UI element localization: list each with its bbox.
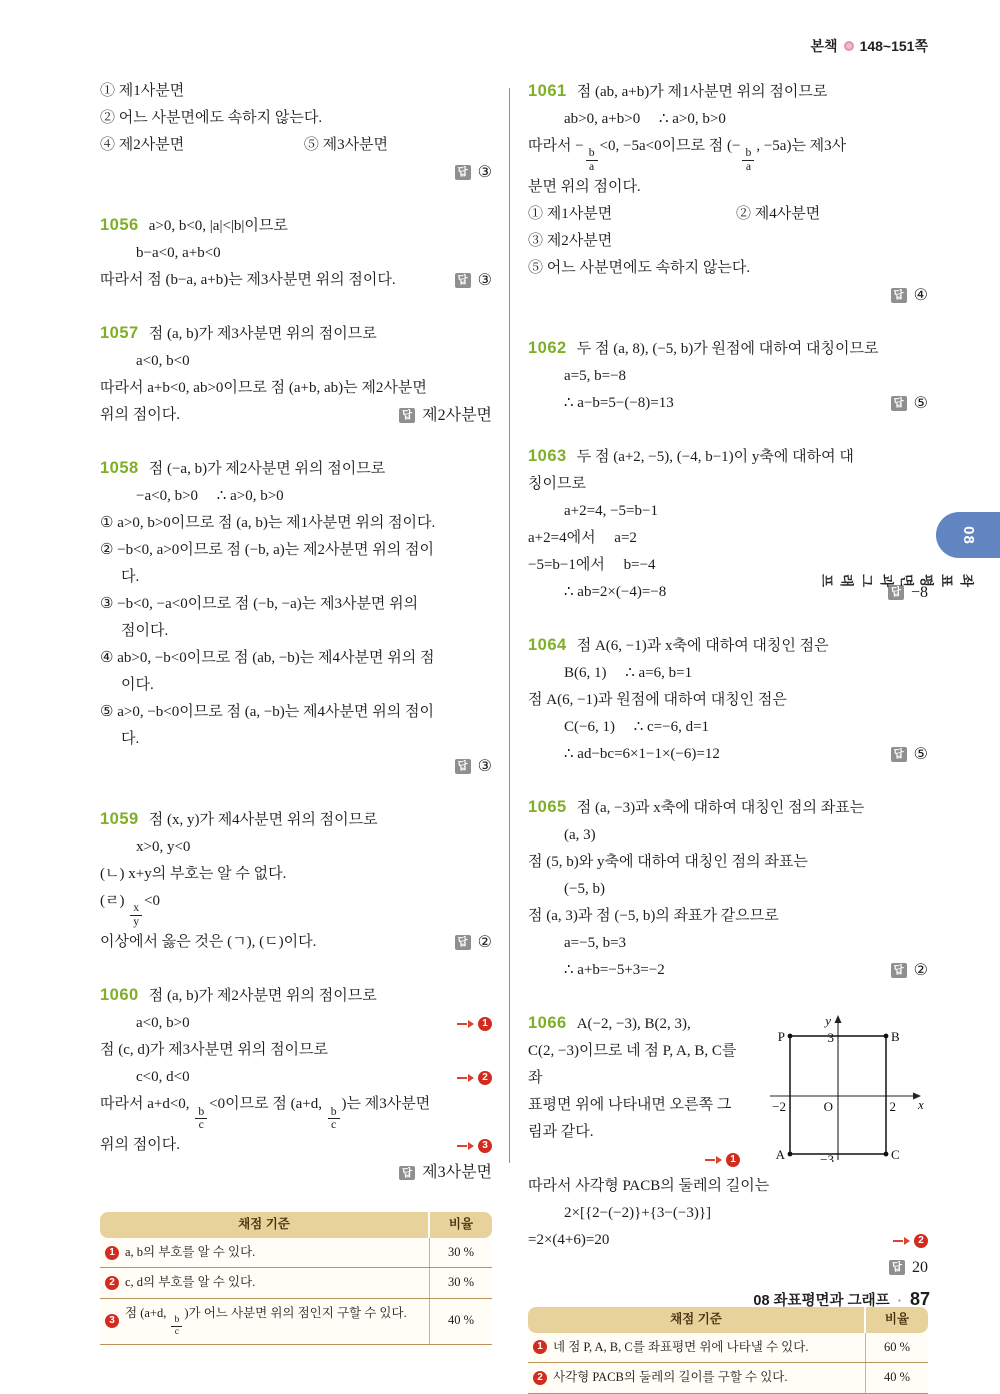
answer-badge: 답 xyxy=(891,396,907,411)
tick-minus3: −3 xyxy=(820,1152,834,1163)
solution-text: C(−6, 1) ∴ c=−6, d=1 xyxy=(564,719,710,736)
solution-text: 따라서 사각형 PACB의 둘레의 길이는 xyxy=(528,1178,770,1195)
solution-line xyxy=(528,471,928,498)
solution-block-1062 xyxy=(528,335,928,417)
criteria-header: 채점 기준 xyxy=(100,1212,430,1238)
line-text xyxy=(564,579,666,606)
solution-line xyxy=(100,1159,492,1186)
solution-line xyxy=(528,282,928,309)
arrowhead-icon xyxy=(468,1074,474,1082)
solution-text: C(2, −3)이므로 네 점 P, A, B, C를 좌 xyxy=(528,1043,737,1087)
line-text xyxy=(100,929,316,956)
dashed-arrow-icon xyxy=(457,1145,467,1147)
criteria-header: 채점 기준 xyxy=(528,1307,866,1333)
solution-block-continued xyxy=(100,78,492,186)
header-page-range: 148~151쪽 xyxy=(859,38,928,54)
line-text xyxy=(564,741,720,768)
solution-text: ② −b<0, a>0이므로 점 (−b, a)는 제2사분면 위의 점이 xyxy=(100,542,434,558)
table-header xyxy=(528,1307,928,1333)
step-number-circle: 2 xyxy=(105,1276,119,1290)
solution-text: =2×(4+6)=20 xyxy=(528,1232,610,1249)
chapter-number-tab xyxy=(936,512,1000,558)
ratio-value: 60 % xyxy=(883,1339,911,1354)
solution-text: ∴ a−b=5−(−8)=13 xyxy=(564,395,674,412)
solution-text: a=5, b=−8 xyxy=(564,368,627,385)
problem-number: 1059 xyxy=(100,810,139,828)
solution-text: ⑤ 어느 사분면에도 속하지 않는다. xyxy=(528,260,751,277)
problem-number: 1064 xyxy=(528,636,567,655)
solution-text: 이상에서 옳은 것은 (ㄱ), (ㄷ)이다. xyxy=(100,934,317,951)
solution-line xyxy=(528,1254,928,1281)
solution-line xyxy=(100,645,492,672)
line-text xyxy=(564,957,665,984)
solution-line xyxy=(528,822,928,849)
solution-line xyxy=(528,794,928,822)
solution-line xyxy=(528,876,928,903)
solution-text: (ㄹ) $\frac{x}{y}$ <0 xyxy=(100,893,161,929)
ratio-header: 비율 xyxy=(448,1217,474,1232)
solution-text: 점 (a, −3)과 x축에 대하여 대칭인 점의 좌표는 xyxy=(576,800,865,817)
fraction: $\frac{b}{c}$ xyxy=(171,1315,182,1337)
answer xyxy=(455,159,493,186)
grading-criteria-table xyxy=(528,1307,928,1394)
criteria-text: 네 점 P, A, B, C를 좌표평면 위에 나타낼 수 있다. xyxy=(553,1339,809,1354)
ratio-value: 30 % xyxy=(447,1244,475,1259)
solution-line xyxy=(528,714,928,741)
solution-line xyxy=(100,159,492,186)
solution-text: 두 점 (a, 8), (−5, b)가 원점에 대하여 대칭이므로 xyxy=(576,341,879,358)
solution-text: ① 제1사분면 xyxy=(100,83,185,99)
step-number-circle: 1 xyxy=(726,1153,740,1167)
answer-value: ⑤ xyxy=(913,746,928,764)
point-C xyxy=(884,1152,889,1157)
solution-line xyxy=(100,402,492,429)
solution-block-1065 xyxy=(528,794,928,984)
line-text xyxy=(528,1227,609,1254)
solution-text: (−5, b) xyxy=(564,881,605,898)
answer-value: 제3사분면 xyxy=(422,1164,492,1182)
solution-line xyxy=(528,632,928,660)
solution-line xyxy=(100,132,492,159)
answer-badge: 답 xyxy=(891,963,907,978)
solution-text: 점 (a, 3)과 점 (−5, b)의 좌표가 같으므로 xyxy=(528,908,779,925)
solution-block-1059 xyxy=(100,806,492,956)
ratio-value: 40 % xyxy=(883,1370,911,1385)
answer xyxy=(455,753,493,780)
solution-text: ∴ ad−bc=6×1−1×(−6)=12 xyxy=(564,746,720,763)
tick-minus2: −2 xyxy=(772,1099,786,1115)
solution-line xyxy=(100,240,492,267)
table-row xyxy=(100,1299,492,1345)
problem-number: 1056 xyxy=(100,216,139,234)
solution-line xyxy=(100,726,492,753)
solution-text: 다. xyxy=(121,569,140,585)
step-mark-1 xyxy=(705,1153,740,1167)
solution-line xyxy=(100,699,492,726)
problem-number: 1060 xyxy=(100,986,139,1005)
solution-text: 위의 점이다. xyxy=(100,1137,180,1154)
solution-text: 점 (ab, a+b)가 제1사분면 위의 점이므로 xyxy=(576,84,828,100)
answer-badge: 답 xyxy=(891,288,907,303)
solution-text: 점 (x, y)가 제4사분면 위의 점이므로 xyxy=(148,812,378,828)
solution-line xyxy=(100,1091,492,1132)
solution-text: 점 (c, d)가 제3사분면 위의 점이므로 xyxy=(100,1042,329,1059)
answer xyxy=(891,957,929,984)
answer-value: ④ xyxy=(913,287,928,305)
solution-line xyxy=(528,106,928,133)
chapter-number: 08 xyxy=(959,525,977,545)
criteria-text: 사각형 PACB의 둘레의 길이를 구할 수 있다. xyxy=(553,1370,788,1385)
step-number-circle: 1 xyxy=(478,1017,492,1031)
solution-text: 점 (a, b)가 제2사분면 위의 점이므로 xyxy=(148,988,377,1005)
answer xyxy=(455,929,493,956)
solution-line xyxy=(528,255,928,282)
solution-text: a<0, b<0 xyxy=(136,353,190,369)
answer xyxy=(455,267,493,294)
solution-block-1056 xyxy=(100,212,492,294)
fraction: $\frac{b}{c}$ xyxy=(195,1106,207,1133)
column-divider xyxy=(509,88,510,1163)
solution-block-1066 xyxy=(528,1010,928,1281)
answer-value: 제2사분면 xyxy=(422,407,492,424)
solution-text: 이다. xyxy=(121,677,154,693)
criteria-text: c, d의 부호를 알 수 있다. xyxy=(125,1275,256,1290)
solution-text: 따라서 점 (b−a, a+b)는 제3사분면 위의 점이다. xyxy=(100,272,396,288)
answer-value: ③ xyxy=(477,164,492,181)
table-header xyxy=(100,1212,492,1238)
answer-value: ② xyxy=(913,962,928,980)
solution-text: 점 A(6, −1)과 원점에 대하여 대칭인 점은 xyxy=(528,692,787,709)
solution-text: ∴ ab=2×(−4)=−8 xyxy=(564,584,667,601)
solution-line xyxy=(100,564,492,591)
solution-text: a>0, b<0, |a|<|b|이므로 xyxy=(148,218,288,234)
solution-text: 점 (−a, b)가 제2사분면 위의 점이므로 xyxy=(148,461,386,477)
solution-text: ab>0, a+b>0 ∴ a>0, b>0 xyxy=(564,111,726,127)
answer-value: ② xyxy=(477,934,492,952)
solution-line xyxy=(528,687,928,714)
solution-line xyxy=(528,174,928,201)
solution-text: 두 점 (a+2, −5), (−4, b−1)이 y축에 대하여 대 xyxy=(576,449,854,466)
page-footer xyxy=(753,1289,930,1310)
solution-line xyxy=(528,78,928,106)
answer-badge: 답 xyxy=(891,747,907,762)
line-text xyxy=(136,1010,190,1037)
dashed-arrow-icon xyxy=(457,1023,467,1025)
solution-line xyxy=(100,455,492,483)
x-axis-label: x xyxy=(918,1097,924,1113)
ratio-value: 30 % xyxy=(447,1275,475,1290)
answer-badge: 답 xyxy=(455,165,471,180)
ratio-value: 40 % xyxy=(447,1313,475,1328)
table-row xyxy=(100,1238,492,1269)
answer xyxy=(399,1159,492,1186)
line-text xyxy=(100,267,396,294)
fraction: $\frac{b}{c}$ xyxy=(328,1106,340,1133)
solution-text: 위의 점이다. xyxy=(100,407,180,423)
point-B xyxy=(884,1034,889,1039)
chapter-side-tab xyxy=(819,512,1000,592)
solution-text: 2×[{2−(−2)}+{3−(−3)}] xyxy=(564,1205,712,1222)
solution-text: 따라서 a+b<0, ab>0이므로 점 (a+b, ab)는 제2사분면 xyxy=(100,380,427,396)
y-axis-label: y xyxy=(825,1013,831,1029)
coordinate-plane-svg xyxy=(750,1012,928,1162)
step-number-circle: 2 xyxy=(533,1371,547,1385)
solution-text: ⑤ a>0, −b<0이므로 점 (a, −b)는 제4사분면 위의 점이 xyxy=(100,704,434,720)
solution-line xyxy=(100,375,492,402)
solution-line xyxy=(528,1146,740,1173)
answer xyxy=(399,402,492,429)
solution-line xyxy=(528,741,928,768)
problem-number: 1061 xyxy=(528,82,567,100)
option-right: ② 제4사분면 xyxy=(736,206,821,223)
solution-line xyxy=(100,806,492,834)
answer-badge: 답 xyxy=(889,1260,905,1275)
solution-line xyxy=(528,1227,928,1254)
solution-line xyxy=(100,1132,492,1159)
solution-line xyxy=(528,335,928,363)
label-P: P xyxy=(777,1029,785,1045)
solution-text: a<0, b>0 xyxy=(136,1015,190,1032)
line-text xyxy=(564,390,674,417)
solution-line xyxy=(100,929,492,956)
solution-block-1061 xyxy=(528,78,928,309)
solution-line xyxy=(100,510,492,537)
solution-line xyxy=(100,888,492,929)
step-mark-2 xyxy=(457,1071,492,1085)
solution-line xyxy=(100,672,492,699)
option-left: ① 제1사분면 xyxy=(528,206,613,223)
criteria-text: 점 (a+d, $\frac{b}{c}$ )가 어느 사분면 위의 점인지 구할 수 있다. xyxy=(125,1305,407,1337)
solution-text: x>0, y<0 xyxy=(136,839,191,855)
solution-block-1058 xyxy=(100,455,492,780)
chapter-title-vertical: 좌표평면과 그래프 xyxy=(819,574,974,592)
solution-text: B(6, 1) ∴ a=6, b=1 xyxy=(564,665,693,682)
solution-text: 점 (5, b)와 y축에 대하여 대칭인 점의 좌표는 xyxy=(528,854,808,871)
problem-number: 1066 xyxy=(528,1014,567,1033)
solution-line xyxy=(100,105,492,132)
header-book-label: 본책 xyxy=(810,38,838,54)
fraction: $\frac{b}{a}$ xyxy=(586,147,598,174)
solution-text: ① a>0, b>0이므로 점 (a, b)는 제1사분면 위의 점이다. xyxy=(100,515,436,531)
fraction: $\frac{b}{a}$ xyxy=(742,147,754,174)
criteria-text: a, b의 부호를 알 수 있다. xyxy=(125,1244,256,1259)
tick-3: 3 xyxy=(827,1030,834,1046)
solution-line xyxy=(100,1010,492,1037)
solution-text: ② 어느 사분면에도 속하지 않는다. xyxy=(100,110,323,126)
arrowhead-icon xyxy=(468,1142,474,1150)
option-left: ④ 제2사분면 xyxy=(100,137,185,153)
table-row xyxy=(528,1363,928,1394)
answer xyxy=(891,741,929,768)
line-text xyxy=(136,1064,190,1091)
solution-line xyxy=(100,1037,492,1064)
grading-criteria-table xyxy=(100,1212,492,1344)
left-column xyxy=(100,78,492,1345)
solution-line xyxy=(528,133,928,174)
solution-text: 다. xyxy=(121,731,140,747)
problem-number: 1058 xyxy=(100,459,139,477)
solution-line xyxy=(528,390,928,417)
step-number-circle: 1 xyxy=(533,1340,547,1354)
solution-line xyxy=(100,78,492,105)
problem-number: 1062 xyxy=(528,339,567,358)
solution-line xyxy=(528,228,928,255)
dashed-arrow-icon xyxy=(705,1159,715,1161)
solution-text: ④ ab>0, −b<0이므로 점 (ab, −b)는 제4사분면 위의 점 xyxy=(100,650,435,666)
solution-line xyxy=(528,957,928,984)
option-right: ⑤ 제3사분면 xyxy=(303,137,389,153)
answer-badge: 답 xyxy=(399,408,415,423)
point-P xyxy=(788,1034,793,1039)
solution-text: ③ 제2사분면 xyxy=(528,233,613,250)
solution-text: ③ −b<0, −a<0이므로 점 (−b, −a)는 제3사분면 위의 xyxy=(100,596,419,612)
solution-text: (a, 3) xyxy=(564,827,596,844)
solution-line xyxy=(528,849,928,876)
step-number-circle: 3 xyxy=(105,1314,119,1328)
solution-line xyxy=(100,834,492,861)
solution-line xyxy=(528,443,928,471)
solution-text: a=−5, b=3 xyxy=(564,935,627,952)
step-mark-3 xyxy=(457,1139,492,1153)
solution-line xyxy=(100,1064,492,1091)
solution-line xyxy=(528,201,928,228)
solution-line xyxy=(100,753,492,780)
ratio-header: 비율 xyxy=(884,1312,910,1327)
solution-text: b−a<0, a+b<0 xyxy=(136,245,221,261)
solution-line xyxy=(528,930,928,957)
solution-text: 따라서 a+d<0, $\frac{b}{c}$ <0이므로 점 (a+d, $\frac{b}{c}$ )는 제3사분면 xyxy=(100,1096,431,1132)
solution-text: 점 (a, b)가 제3사분면 위의 점이므로 xyxy=(148,326,377,342)
dashed-arrow-icon xyxy=(893,1240,903,1242)
solution-text: (ㄴ) x+y의 부호는 알 수 없다. xyxy=(100,866,287,882)
answer xyxy=(891,282,929,309)
arrowhead-icon xyxy=(904,1237,910,1245)
y-axis-arrow-icon xyxy=(835,1015,842,1023)
point-A xyxy=(788,1152,793,1157)
problem-number: 1065 xyxy=(528,798,567,817)
arrowhead-icon xyxy=(468,1020,474,1028)
solution-text: a+2=4, −5=b−1 xyxy=(564,503,658,520)
footer-separator: · xyxy=(897,1293,902,1308)
solution-line xyxy=(100,861,492,888)
problem-number: 1063 xyxy=(528,447,567,466)
solution-text: 점이다. xyxy=(121,623,169,639)
answer-value: ⑤ xyxy=(913,395,928,413)
solution-text: 분면 위의 점이다. xyxy=(528,179,641,196)
tick-2: 2 xyxy=(889,1099,896,1115)
label-A: A xyxy=(775,1147,785,1163)
step-number-circle: 2 xyxy=(914,1234,928,1248)
answer-badge: 답 xyxy=(455,935,471,950)
arrowhead-icon xyxy=(716,1156,722,1164)
answer-badge: 답 xyxy=(399,1166,415,1181)
solution-line xyxy=(528,903,928,930)
solution-line xyxy=(528,1200,928,1227)
solution-line xyxy=(528,363,928,390)
solution-text: c<0, d<0 xyxy=(136,1069,190,1086)
solution-line xyxy=(100,320,492,348)
solution-text: 칭이므로 xyxy=(528,476,586,493)
solution-line xyxy=(528,498,928,525)
fraction: $\frac{x}{y}$ xyxy=(130,902,142,929)
answer xyxy=(891,390,929,417)
answer-value: −8 xyxy=(910,584,928,602)
solution-line xyxy=(100,483,492,510)
footer-page-number: 87 xyxy=(909,1289,930,1309)
answer-badge: 답 xyxy=(888,585,904,600)
solution-text: 점 A(6, −1)과 x축에 대하여 대칭인 점은 xyxy=(576,638,829,655)
solution-line xyxy=(100,537,492,564)
table-row xyxy=(100,1268,492,1299)
solution-text: ∴ a+b=−5+3=−2 xyxy=(564,962,665,979)
solution-line xyxy=(100,212,492,240)
solution-line xyxy=(528,1173,928,1200)
solution-line xyxy=(100,982,492,1010)
solution-text: a+2=4에서 a=2 xyxy=(528,530,637,547)
flower-icon xyxy=(844,41,854,51)
right-column xyxy=(528,78,928,1394)
footer-chapter: 08 좌표평면과 그래프 xyxy=(753,1293,890,1309)
answer-value: ③ xyxy=(477,272,492,289)
label-C: C xyxy=(891,1147,900,1163)
line-text xyxy=(100,1132,180,1159)
solution-text: 따라서 − $\frac{b}{a}$ <0, −5a<0이므로 점 (− $\frac{b}{a}$ , −5a)는 제3사 xyxy=(528,138,847,174)
solution-line xyxy=(528,660,928,687)
answer-value: ③ xyxy=(477,758,492,775)
solution-text: −a<0, b>0 ∴ a>0, b>0 xyxy=(136,488,284,504)
answer xyxy=(889,1254,928,1281)
solution-line xyxy=(100,618,492,645)
origin-label: O xyxy=(823,1099,833,1115)
answer-badge: 답 xyxy=(455,759,471,774)
solution-text: −5=b−1에서 b=−4 xyxy=(528,557,656,574)
answer-badge: 답 xyxy=(455,273,471,288)
step-number-circle: 3 xyxy=(478,1139,492,1153)
solution-line xyxy=(100,348,492,375)
solution-block-1060 xyxy=(100,982,492,1186)
step-mark-2 xyxy=(893,1234,928,1248)
label-B: B xyxy=(891,1029,900,1045)
solution-block-1057 xyxy=(100,320,492,429)
step-number-circle: 2 xyxy=(478,1071,492,1085)
solution-line xyxy=(100,591,492,618)
coordinate-plane-figure xyxy=(750,1012,928,1163)
page-header xyxy=(811,36,928,56)
solution-line xyxy=(100,267,492,294)
solution-block-1064 xyxy=(528,632,928,768)
dashed-arrow-icon xyxy=(457,1077,467,1079)
step-mark-1 xyxy=(457,1017,492,1031)
answer-value: 20 xyxy=(912,1259,928,1277)
step-number-circle: 1 xyxy=(105,1246,119,1260)
problem-number: 1057 xyxy=(100,324,139,342)
solution-line xyxy=(528,525,928,552)
line-text xyxy=(100,402,180,429)
table-row xyxy=(528,1333,928,1364)
solution-text: 표평면 위에 나타내면 오른쪽 그림과 같다. xyxy=(528,1097,732,1141)
solution-text: A(−2, −3), B(2, 3), xyxy=(576,1016,691,1033)
